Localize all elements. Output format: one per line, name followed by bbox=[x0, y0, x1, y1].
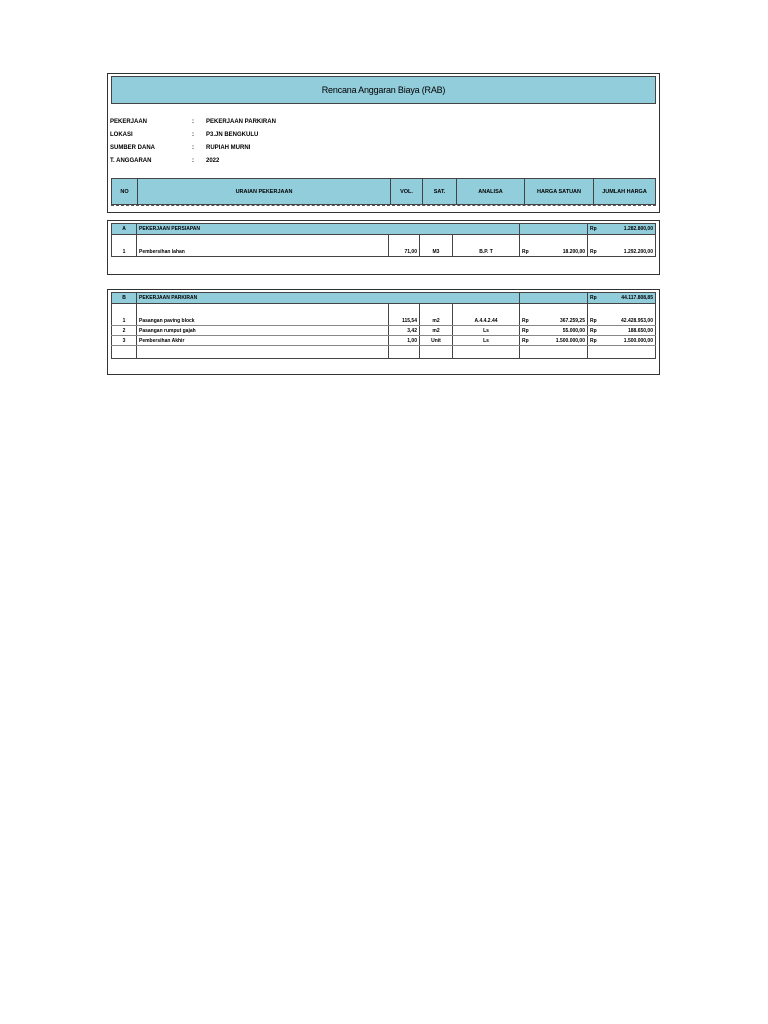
section-name: PEKERJAAN PERSIAPAN bbox=[137, 224, 520, 235]
spacer-row bbox=[112, 346, 656, 359]
section-a-table bbox=[111, 223, 656, 257]
col-header-no: NO bbox=[112, 179, 138, 204]
col-header-harga-satuan: HARGA SATUAN bbox=[525, 179, 594, 204]
item-sat: m2 bbox=[420, 326, 453, 336]
info-row-lokasi bbox=[110, 128, 276, 141]
item-jumlah-value: 1.292.200,00 bbox=[623, 248, 653, 255]
item-desc: Pasangan paving block bbox=[137, 316, 389, 326]
item-analisa: A.4.4.2.44 bbox=[453, 316, 520, 326]
info-colon: : bbox=[192, 157, 194, 164]
currency-label: Rp bbox=[522, 317, 529, 324]
section-code: A bbox=[112, 224, 137, 235]
info-value: PEKERJAAN PARKIRAN bbox=[206, 118, 276, 125]
item-harga bbox=[520, 336, 588, 346]
item-harga-value: 18.200,00 bbox=[562, 248, 586, 255]
table-row bbox=[112, 247, 656, 257]
info-label: SUMBER DANA bbox=[110, 144, 155, 151]
item-no: 3 bbox=[112, 336, 137, 346]
info-value: P3.JN BENGKULU bbox=[206, 131, 259, 138]
item-jumlah bbox=[588, 316, 656, 326]
info-value: 2022 bbox=[206, 157, 220, 164]
info-label: LOKASI bbox=[110, 131, 133, 138]
item-vol: 1,00 bbox=[389, 336, 420, 346]
item-analisa: Ls bbox=[453, 326, 520, 336]
col-header-sat: SAT. bbox=[423, 179, 457, 204]
item-harga-value: 55.000,00 bbox=[562, 327, 585, 334]
currency-label: Rp bbox=[522, 327, 529, 334]
document-title-text: Rencana Anggaran Biaya (RAB) bbox=[321, 85, 446, 95]
section-total bbox=[588, 293, 656, 304]
currency-label: Rp bbox=[590, 248, 597, 255]
section-spacer bbox=[520, 293, 588, 304]
document-title bbox=[111, 76, 656, 104]
item-no: 2 bbox=[112, 326, 137, 336]
project-info bbox=[110, 115, 276, 167]
currency-label: Rp bbox=[590, 337, 597, 344]
currency-label: Rp bbox=[590, 226, 597, 232]
table-row bbox=[112, 316, 656, 326]
table-row bbox=[112, 326, 656, 336]
item-harga-value: 367.259,25 bbox=[559, 317, 585, 324]
spacer-row bbox=[112, 304, 656, 317]
section-total-value: 1.282.800,00 bbox=[623, 226, 653, 232]
info-label: T. ANGGARAN bbox=[110, 157, 152, 164]
dashed-divider bbox=[111, 205, 656, 206]
item-sat: m2 bbox=[420, 316, 453, 326]
item-jumlah bbox=[588, 326, 656, 336]
col-header-uraian: URAIAN PEKERJAAN bbox=[138, 179, 391, 204]
col-header-vol: VOL. bbox=[391, 179, 423, 204]
currency-label: Rp bbox=[522, 337, 529, 344]
currency-label: Rp bbox=[590, 295, 597, 301]
item-no: 1 bbox=[112, 316, 137, 326]
section-total bbox=[588, 224, 656, 235]
info-value: RUPIAH MURNI bbox=[206, 144, 251, 151]
item-desc: Pembersihan lahan bbox=[137, 247, 389, 257]
section-code: B bbox=[112, 293, 137, 304]
item-sat: Unit bbox=[420, 336, 453, 346]
info-row-pekerjaan bbox=[110, 115, 276, 128]
currency-label: Rp bbox=[590, 317, 597, 324]
item-jumlah-value: 188.650,00 bbox=[627, 327, 653, 334]
info-colon: : bbox=[192, 144, 194, 151]
item-analisa: B.P. T bbox=[453, 247, 520, 257]
info-row-sumber-dana bbox=[110, 141, 276, 154]
item-harga bbox=[520, 247, 588, 257]
table-row bbox=[112, 336, 656, 346]
section-spacer bbox=[520, 224, 588, 235]
item-sat: M3 bbox=[420, 247, 453, 257]
item-vol: 3,42 bbox=[389, 326, 420, 336]
item-harga-value: 1.500.000,00 bbox=[555, 337, 585, 344]
section-b-table bbox=[111, 292, 656, 359]
item-jumlah-value: 42.428.953,00 bbox=[621, 317, 653, 324]
item-desc: Pasangan rumput gajah bbox=[137, 326, 389, 336]
section-total-value: 44.117.808,85 bbox=[621, 295, 653, 301]
item-analisa: Ls bbox=[453, 336, 520, 346]
col-header-jumlah-harga: JUMLAH HARGA bbox=[602, 188, 647, 195]
section-a bbox=[107, 220, 660, 275]
item-vol: 115,54 bbox=[389, 316, 420, 326]
item-jumlah bbox=[588, 247, 656, 257]
section-name: PEKERJAAN PARKIRAN bbox=[137, 293, 520, 304]
col-header-analisa: ANALISA bbox=[457, 179, 525, 204]
item-jumlah-value: 1.500.000,00 bbox=[623, 337, 653, 344]
info-colon: : bbox=[192, 131, 194, 138]
spacer-row bbox=[112, 235, 656, 248]
currency-label: Rp bbox=[522, 248, 529, 255]
section-b bbox=[107, 289, 660, 375]
info-colon: : bbox=[192, 118, 194, 125]
column-header-row bbox=[111, 178, 656, 205]
item-jumlah bbox=[588, 336, 656, 346]
section-header-row bbox=[112, 293, 656, 304]
item-vol: 71,00 bbox=[389, 247, 420, 257]
info-row-anggaran bbox=[110, 154, 276, 167]
currency-label: Rp bbox=[590, 327, 597, 334]
section-header-row bbox=[112, 224, 656, 235]
item-harga bbox=[520, 316, 588, 326]
item-no: 1 bbox=[112, 247, 137, 257]
info-label: PEKERJAAN bbox=[110, 118, 148, 125]
item-desc: Pembersihan Akhir bbox=[137, 336, 389, 346]
item-harga bbox=[520, 326, 588, 336]
rab-header bbox=[107, 73, 660, 213]
